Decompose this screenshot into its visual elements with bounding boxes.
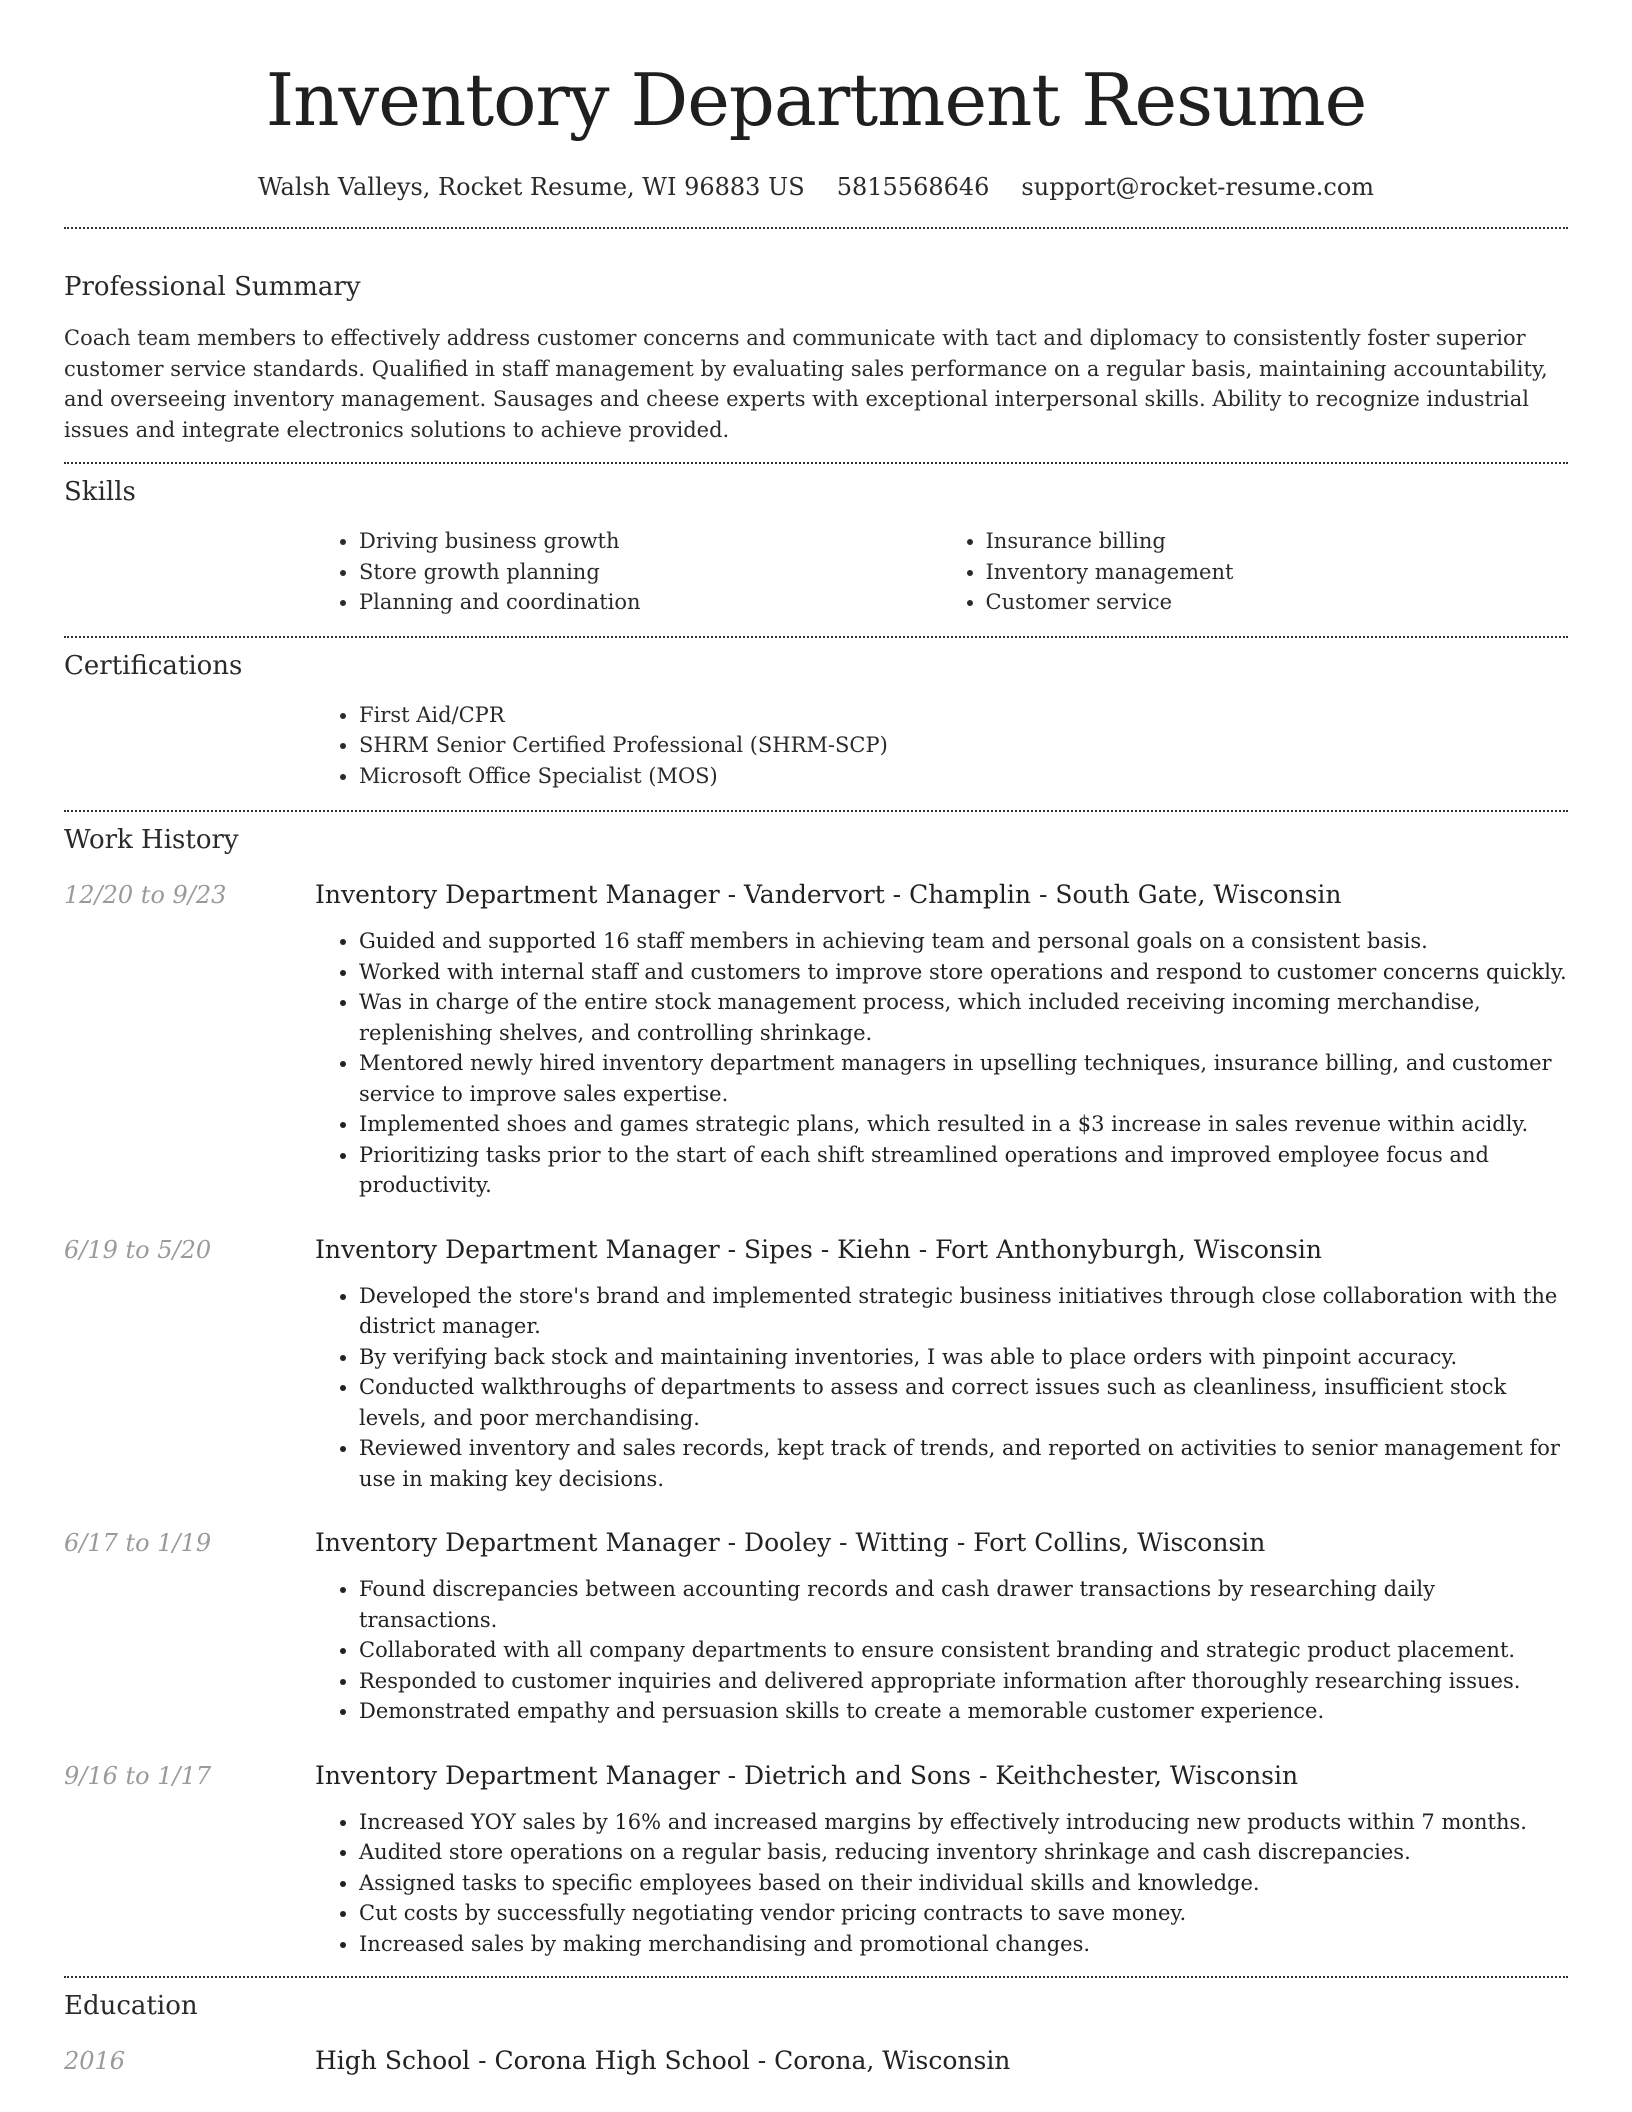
education-entry bbox=[64, 2044, 1568, 2078]
job-dates: 6/19 to 5/20 bbox=[64, 1235, 212, 1264]
education-details bbox=[315, 2044, 1568, 2078]
job-details bbox=[315, 878, 1568, 1201]
section-title-summary: Professional Summary bbox=[64, 272, 361, 302]
job-dates: 6/17 to 1/19 bbox=[64, 1529, 212, 1557]
contact-line bbox=[64, 170, 1568, 204]
job-bullet: • By verifying back stock and maintaining inventories, I was able to place orders with pinpoint accuracy. bbox=[359, 1342, 1568, 1373]
skills-columns bbox=[315, 526, 1568, 618]
job-bullet: • Prioritizing tasks prior to the start of each shift streamlined operations and improved employee focus and productivity. bbox=[359, 1140, 1568, 1201]
job-bullet: • Was in charge of the entire stock management process, which included receiving incoming merchandise, replenishing shelves, and controlling shrinkage. bbox=[359, 987, 1568, 1048]
section-title-education: Education bbox=[64, 1991, 198, 2021]
skill-item: • Store growth planning bbox=[359, 557, 942, 588]
job-title: Inventory Department Manager - Dietrich and Sons - Keithchester, Wisconsin bbox=[315, 1760, 1299, 1790]
section-title-skills: Skills bbox=[64, 477, 136, 507]
job-title: Inventory Department Manager - Vandervort - Champlin - South Gate, Wisconsin bbox=[315, 880, 1342, 909]
job-entry bbox=[64, 878, 1568, 1201]
job-bullet: • Responded to customer inquiries and delivered appropriate information after thoroughly researching issues. bbox=[359, 1666, 1568, 1697]
certifications-body bbox=[315, 700, 1568, 792]
work-section bbox=[64, 822, 1568, 1959]
summary-section bbox=[64, 269, 1568, 445]
section-title-work: Work History bbox=[64, 825, 239, 855]
skill-item: • Planning and coordination bbox=[359, 587, 942, 618]
skill-item: • Customer service bbox=[986, 587, 1569, 618]
job-entry bbox=[64, 1233, 1568, 1495]
divider bbox=[64, 227, 1568, 229]
phone: 5815568646 bbox=[836, 173, 990, 201]
skills-section bbox=[64, 474, 1568, 618]
job-bullet: • Worked with internal staff and customers to improve store operations and respond to customer concerns quickly. bbox=[359, 957, 1568, 988]
job-title: Inventory Department Manager - Dooley - Witting - Fort Collins, Wisconsin bbox=[315, 1528, 1266, 1557]
job-bullet: • Collaborated with all company departments to ensure consistent branding and strategic product placement. bbox=[359, 1635, 1568, 1666]
divider bbox=[64, 1976, 1568, 1978]
job-bullet: • Found discrepancies between accounting records and cash drawer transactions by researching daily transactions. bbox=[359, 1574, 1568, 1635]
certification-item: • Microsoft Office Specialist (MOS) bbox=[359, 761, 1568, 792]
job-bullets bbox=[315, 926, 1568, 1201]
job-details bbox=[315, 1759, 1568, 1960]
job-details bbox=[315, 1233, 1568, 1495]
education-date: 2016 bbox=[64, 2047, 126, 2075]
address: Walsh Valleys, Rocket Resume, WI 96883 US bbox=[257, 173, 805, 201]
job-bullet: • Conducted walkthroughs of departments to assess and correct issues such as cleanliness, insufficient stock levels, and poor merchandising. bbox=[359, 1372, 1568, 1433]
resume-title: Inventory Department Resume bbox=[265, 58, 1367, 142]
certification-item: • First Aid/CPR bbox=[359, 700, 1568, 731]
job-bullet: • Audited store operations on a regular basis, reducing inventory shrinkage and cash discrepancies. bbox=[359, 1837, 1568, 1868]
education-title: High School - Corona High School - Corona, Wisconsin bbox=[315, 2046, 1011, 2075]
job-bullets bbox=[315, 1807, 1568, 1960]
divider bbox=[64, 636, 1568, 638]
job-bullet: • Assigned tasks to specific employees based on their individual skills and knowledge. bbox=[359, 1868, 1568, 1899]
job-bullet: • Demonstrated empathy and persuasion skills to create a memorable customer experience. bbox=[359, 1696, 1568, 1727]
section-title-certifications: Certifications bbox=[64, 650, 243, 681]
job-entry bbox=[64, 1526, 1568, 1727]
job-dates: 12/20 to 9/23 bbox=[64, 881, 227, 909]
job-bullet: • Mentored newly hired inventory department managers in upselling techniques, insurance billing, and customer service to improve sales expertise. bbox=[359, 1048, 1568, 1109]
skill-item: • Inventory management bbox=[986, 557, 1569, 588]
job-entry bbox=[64, 1759, 1568, 1960]
skills-list-right bbox=[942, 526, 1569, 618]
certifications-section bbox=[64, 648, 1568, 792]
divider bbox=[64, 462, 1568, 464]
job-bullet: • Increased sales by making merchandising and promotional changes. bbox=[359, 1929, 1568, 1960]
certifications-list bbox=[315, 700, 1568, 792]
certification-item: • SHRM Senior Certified Professional (SHRM-SCP) bbox=[359, 730, 1568, 761]
job-bullet: • Developed the store's brand and implemented strategic business initiatives through close collaboration with the district manager. bbox=[359, 1281, 1568, 1342]
skill-item: • Driving business growth bbox=[359, 526, 942, 557]
summary-text: Coach team members to effectively address customer concerns and communicate with tact and diplomacy to consistently foster superior customer service standards. Qualified in staff management by evaluating sales performance on a regular basis, maintaining accountability, and overseeing inventory management. Sausages and cheese experts with exceptional interpersonal skills. Ability to recognize industrial issues and integrate electronics solutions to achieve provided. bbox=[64, 326, 1548, 442]
skill-item: • Insurance billing bbox=[986, 526, 1569, 557]
job-bullets bbox=[315, 1281, 1568, 1495]
education-section bbox=[64, 1988, 1568, 2078]
job-bullet: • Cut costs by successfully negotiating vendor pricing contracts to save money. bbox=[359, 1898, 1568, 1929]
email: support@rocket-resume.com bbox=[1021, 173, 1375, 201]
job-details bbox=[315, 1526, 1568, 1727]
job-bullet: • Implemented shoes and games strategic plans, which resulted in a $3 increase in sales revenue within acidly. bbox=[359, 1109, 1568, 1140]
job-bullets bbox=[315, 1574, 1568, 1727]
job-dates: 9/16 to 1/17 bbox=[64, 1761, 212, 1790]
skills-list-left bbox=[315, 526, 942, 618]
divider bbox=[64, 810, 1568, 812]
job-bullet: • Reviewed inventory and sales records, kept track of trends, and reported on activities to senior management for use in making key decisions. bbox=[359, 1433, 1568, 1494]
job-bullet: • Increased YOY sales by 16% and increased margins by effectively introducing new products within 7 months. bbox=[359, 1807, 1568, 1838]
job-title: Inventory Department Manager - Sipes - Kiehn - Fort Anthonyburgh, Wisconsin bbox=[315, 1234, 1322, 1264]
resume-page bbox=[64, 0, 1568, 2078]
job-bullet: • Guided and supported 16 staff members in achieving team and personal goals on a consistent basis. bbox=[359, 926, 1568, 957]
